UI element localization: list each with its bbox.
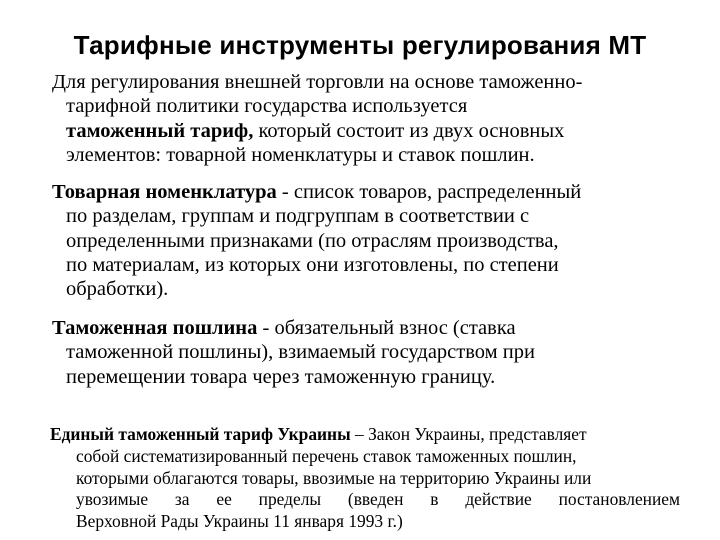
text-line: элементов: товарной номенклатуры и ставок пошлин.: [66, 143, 535, 166]
text-line: по материалам, из которых они изготовлены, по степени: [66, 253, 559, 276]
paragraph-customs-tariff: [52, 70, 712, 167]
text-line: [52, 180, 712, 204]
text-line: собой систематизированный перечень ставок таможенных пошлин,: [76, 445, 577, 466]
slide-title: Тарифные инструменты регулирования МТ: [73, 30, 647, 60]
term-customs-tariff: таможенный тариф,: [66, 119, 254, 142]
word: пределы: [258, 489, 322, 510]
text-line: [52, 316, 712, 340]
paragraph-nomenclature: [52, 180, 712, 301]
paragraph-customs-duty: [52, 316, 712, 389]
text-line: перемещении товара через таможенную границу.: [66, 365, 496, 388]
note-unified-tariff: [50, 424, 680, 533]
text-fragment: – Закон Украины, представляет: [350, 424, 587, 444]
text-line: Для регулирования внешней торговли на основе таможенно-: [52, 71, 583, 93]
text-line: обработки).: [66, 278, 169, 301]
text-line: по разделам, группам и подгруппам в соответствии с: [66, 205, 530, 228]
word: (введен: [347, 489, 404, 510]
word: ее: [216, 489, 232, 510]
text-line: [52, 119, 712, 143]
term-customs-duty: Таможенная пошлина: [52, 317, 258, 339]
word: в: [430, 489, 439, 510]
text-line: тарифной политики государства используется: [66, 95, 468, 118]
term-unified-tariff: Единый таможенный тариф Украины: [50, 424, 351, 444]
text-line: Верховной Рады Украины 11 января 1993 г.): [76, 511, 403, 532]
text-fragment: - обязательный взнос (ставка: [257, 317, 516, 339]
word: действие: [465, 489, 532, 510]
text-line: [50, 424, 680, 446]
word: за: [174, 489, 190, 510]
text-fragment: который состоит из двух основных: [253, 119, 565, 142]
text-line: определенными признаками (по отраслям производства,: [66, 229, 559, 252]
word: постановлением: [558, 489, 680, 510]
text-line: которыми облагаются товары, ввозимые на территорию Украины или: [76, 467, 592, 488]
term-nomenclature: Товарная номенклатура: [52, 181, 277, 203]
text-fragment: - список товаров, распределенный: [276, 181, 582, 203]
word: увозимые: [76, 489, 149, 510]
text-line-justified: [50, 489, 680, 511]
text-line: таможенной пошлины), взимаемый государством при: [66, 341, 535, 364]
